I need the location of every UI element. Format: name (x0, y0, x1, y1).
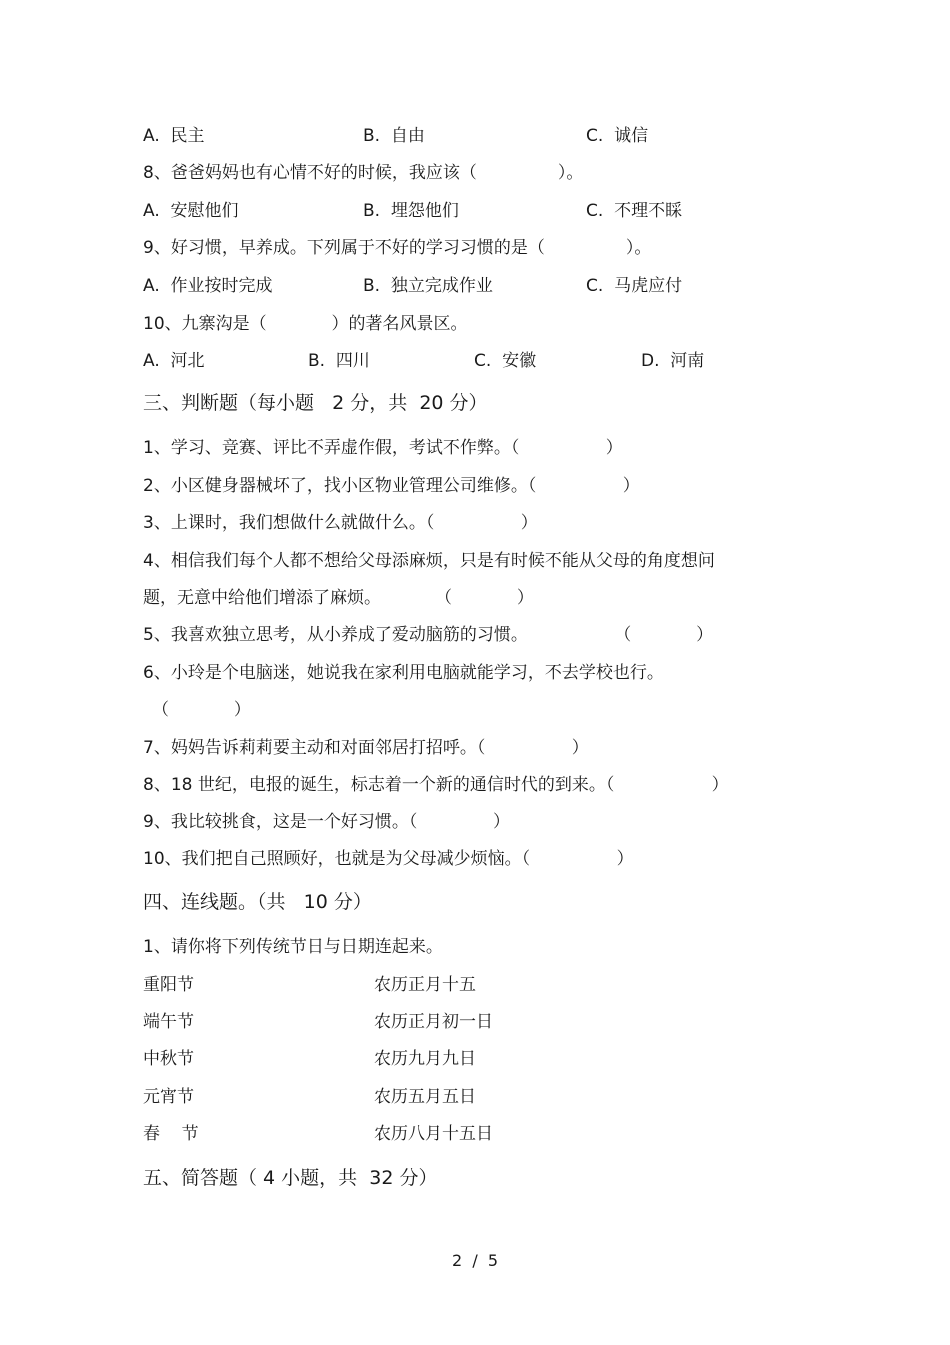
q8-text: 8、爸爸妈妈也有心情不好的时候，我应该（ ）。 (143, 163, 584, 183)
judge-item-6-line2: （ ） (152, 700, 251, 720)
date-item: 农历八月十五日 (374, 1124, 493, 1144)
q8-option-a: A. 安慰他们 (143, 201, 239, 221)
judge-item-3: 3、上课时，我们想做什么就做什么。（ ） (143, 513, 538, 533)
festival-item: 元宵节 (143, 1087, 194, 1107)
judge-item-6-line1: 6、小玲是个电脑迷，她说我在家利用电脑就能学习，不去学校也行。 (143, 663, 664, 683)
section3-title: 三、判断题（每小题 2 分，共 20 分） (143, 392, 488, 414)
q9-option-b: B. 独立完成作业 (363, 276, 493, 296)
q7-option-c: C. 诚信 (586, 126, 649, 146)
q10-option-b: B. 四川 (308, 351, 370, 371)
q10-option-a: A. 河北 (143, 351, 205, 371)
judge-item-10: 10、我们把自己照顾好，也就是为父母减少烦恼。（ ） (143, 849, 634, 869)
q9-option-a: A. 作业按时完成 (143, 276, 273, 296)
page-number: 2 / 5 (452, 1251, 499, 1270)
festival-item: 端午节 (143, 1012, 194, 1032)
q10-option-c: C. 安徽 (474, 351, 537, 371)
festival-item: 重阳节 (143, 975, 194, 995)
date-item: 农历正月初一日 (374, 1012, 493, 1032)
judge-item-5: 5、我喜欢独立思考，从小养成了爱动脑筋的习惯。 （ ） (143, 625, 714, 645)
q10-option-d: D. 河南 (641, 351, 705, 371)
festival-item: 中秋节 (143, 1049, 194, 1069)
q9-text: 9、好习惯，早养成。下列属于不好的学习习惯的是（ ）。 (143, 238, 652, 258)
section5-title: 五、简答题（ 4 小题，共 32 分） (143, 1167, 438, 1189)
q7-option-a: A. 民主 (143, 126, 205, 146)
q10-text: 10、九寨沟是（ ）的著名风景区。 (143, 314, 468, 334)
q9-option-c: C. 马虎应付 (586, 276, 683, 296)
date-item: 农历正月十五 (374, 975, 476, 995)
q8-option-b: B. 埋怨他们 (363, 201, 459, 221)
q7-option-b: B. 自由 (363, 126, 425, 146)
section4-title: 四、连线题。（共 10 分） (143, 891, 372, 913)
q8-option-c: C. 不理不睬 (586, 201, 683, 221)
judge-item-4-line2: 题，无意中给他们增添了麻烦。 （ ） (143, 588, 534, 608)
judge-item-4-line1: 4、相信我们每个人都不想给父母添麻烦，只是有时候不能从父母的角度想问 (143, 551, 715, 571)
date-item: 农历五月五日 (374, 1087, 476, 1107)
date-item: 农历九月九日 (374, 1049, 476, 1069)
judge-item-8: 8、18 世纪，电报的诞生，标志着一个新的通信时代的到来。（ ） (143, 775, 729, 795)
judge-item-7: 7、妈妈告诉莉莉要主动和对面邻居打招呼。（ ） (143, 738, 589, 758)
judge-item-2: 2、小区健身器械坏了，找小区物业管理公司维修。（ ） (143, 476, 640, 496)
judge-item-9: 9、我比较挑食，这是一个好习惯。（ ） (143, 812, 510, 832)
judge-item-1: 1、学习、竞赛、评比不弄虚作假，考试不作弊。（ ） (143, 438, 623, 458)
matching-question: 1、请你将下列传统节日与日期连起来。 (143, 937, 443, 957)
festival-item: 春 节 (143, 1124, 199, 1144)
